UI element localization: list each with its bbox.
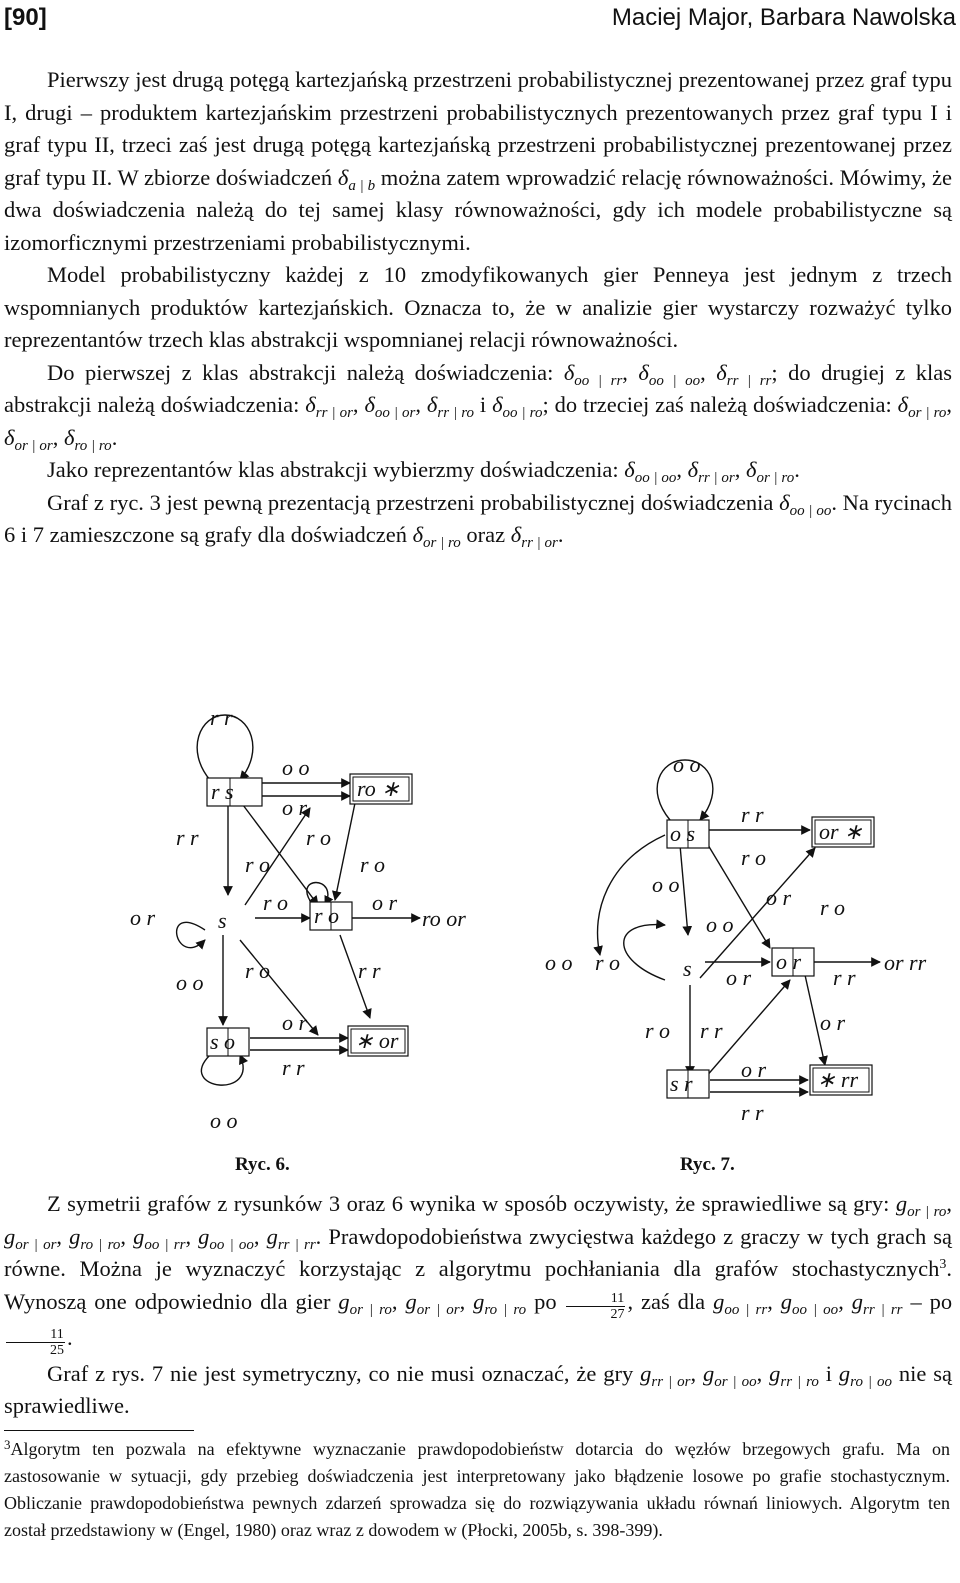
fraction-11-27: $\frac{11}{27}$ (566, 1291, 625, 1322)
svg-text:o o: o o (652, 872, 680, 897)
node-ro (310, 902, 352, 930)
svg-text:o o: o o (282, 755, 310, 780)
svg-text:r r: r r (741, 1100, 764, 1125)
svg-text:or ∗: or ∗ (819, 819, 863, 844)
running-authors: Maciej Major, Barbara Nawolska (611, 4, 956, 31)
svg-text:o r: o r (776, 949, 802, 974)
node-or (772, 948, 814, 976)
svg-text:r r: r r (210, 705, 233, 730)
terminal-or-star (812, 817, 874, 847)
footnote-mark: 3 (4, 1437, 11, 1452)
footnote-text: Algorytm ten pozwala na efektywne wyznaczanie prawdopodobieństw dotarcia do węzłów brzegowych grafu. Ma on zastosowanie w sytuacji, gdy przebieg doświadczenia jest interpretowany jako błądzenie losowe po grafie stochastycznym. Obliczanie prawdopodobieństwa pewnych zdarzeń sprowadza się do rozwiązywania układu równań liniowych. Algorytm ten został przedstawiony w (Engel, 1980) oraz wraz z dowodem w (Płocki, 2005b, s. 398-399). (4, 1439, 950, 1540)
paragraph-2: Model probabilistyczny każdej z 10 zmodyfikowanych gier Penneya jest jednym z trzech wspomnianych produktów kartezjańskich. Oznacza to, że w analizie gier wystarczy rozważyć tylko reprezentantów trzech klas abstrakcji wspomnianej relacji równoważności. (4, 262, 952, 352)
footnote (4, 1436, 950, 1544)
terminal-star-rr (810, 1065, 872, 1095)
svg-text:o r: o r (726, 965, 752, 990)
paragraph-1: Pierwszy jest drugą potęgą kartezjańską przestrzeni probabilistycznej prezentowanej przez graf typu I, drugi – produktem kartezjańskim przestrzeni probabilistycznych prezentowanych przez graf typu I i graf typu II, trzeci zaś jest drugą potęgą kartezjańską przestrzeni probabilistycznej prezentowanej przez graf typu II. W zbiorze doświadczeń $\delta_{a | b}$ można zatem wprowadzić relację równoważności. Mówimy, że dwa doświadczenia należą do tej samej klasy równoważności, gdy ich modele probabilistyczne są izomorficznymi przestrzeniami probabilistycznymi. (4, 67, 952, 255)
terminal-star-or (348, 1026, 408, 1056)
svg-text:ro ∗: ro ∗ (357, 776, 400, 801)
svg-text:r o: r o (820, 895, 846, 920)
svg-text:o s: o s (670, 821, 696, 846)
node-s: s (218, 908, 227, 933)
paragraph-4: Jako reprezentantów klas abstrakcji wybierzmy doświadczenia: $\delta_{oo | oo}$, $\delta_{rr | or}$, $\delta_{or | ro}$. (47, 457, 800, 486)
node-sr (667, 1070, 709, 1098)
svg-text:o r: o r (372, 890, 398, 915)
svg-text:o o: o o (545, 950, 573, 975)
svg-text:r r: r r (741, 802, 764, 827)
svg-text:r r: r r (833, 965, 856, 990)
svg-text:r o: r o (245, 958, 271, 983)
text-upper (4, 64, 952, 552)
page-number: [90] (4, 4, 47, 31)
svg-text:o r: o r (766, 885, 792, 910)
svg-text:s r: s r (670, 1071, 693, 1096)
svg-text:r r: r r (176, 825, 199, 850)
paragraph-5: Graf z ryc. 3 jest pewną prezentacją przestrzeni probabilistycznej doświadczenia $\delta_{oo | oo}$. Na rycinach 6 i 7 zamieszczone są grafy dla doświadczeń $\delta_{or | ro}$ oraz $\delta_{rr | or}$. (4, 489, 953, 551)
svg-text:o o: o o (706, 912, 734, 937)
svg-text:r s: r s (211, 779, 234, 804)
svg-text:o o: o o (210, 1108, 238, 1133)
paragraph-7: Graf z rys. 7 nie jest symetryczny, co nie musi oznaczać, że gry $g_{rr | or}$, $g_{or | oo}$, $g_{rr | ro}$ i $g_{ro | oo}$ nie są sprawiedliwe. (4, 1360, 952, 1418)
svg-text:r r: r r (358, 958, 381, 983)
caption-fig-6: Ryc. 6. (235, 1154, 290, 1175)
svg-text:o o: o o (176, 970, 204, 995)
svg-text:o r: o r (820, 1010, 846, 1035)
svg-text:o r: o r (130, 905, 156, 930)
svg-text:o r: o r (282, 795, 308, 820)
svg-text:o r: o r (282, 1010, 308, 1035)
node-rs (207, 778, 262, 806)
svg-text:r o: r o (360, 852, 386, 877)
fraction-11-25: $\frac{11}{25}$ (6, 1327, 65, 1358)
paragraph-3: Do pierwszej z klas abstrakcji należą doświadczenia: $\delta_{oo | rr}$, $\delta_{oo | oo}$, $\delta_{rr | rr}$; do drugiej z klas abstrakcji należą doświadczenia: $\delta_{rr | or}$, $\delta_{oo | or}$, $\delta_{rr | ro}$ i $\delta_{oo | ro}$; do trzeciej zaś należą doświadczenia: $\delta_{or | ro}$, $\delta_{or | or}$, $\delta_{ro | ro}$. (4, 359, 952, 454)
svg-text:o r: o r (741, 1057, 767, 1082)
node-os (667, 820, 709, 848)
svg-text:∗ or: ∗ or (355, 1028, 399, 1053)
terminal-ro-or: ro or (422, 906, 466, 931)
svg-text:r o: r o (314, 903, 340, 928)
svg-text:r o: r o (263, 890, 289, 915)
svg-text:o o: o o (673, 752, 701, 777)
page-header (0, 0, 960, 40)
svg-text:r r: r r (700, 1018, 723, 1043)
caption-fig-7: Ryc. 7. (680, 1154, 735, 1175)
node-s-7: s (683, 956, 692, 981)
svg-text:r r: r r (282, 1055, 305, 1080)
node-so (207, 1028, 249, 1056)
svg-text:∗ rr: ∗ rr (817, 1067, 859, 1092)
svg-text:r o: r o (741, 845, 767, 870)
footnote-ref[interactable]: 3 (939, 1257, 947, 1272)
svg-text:r o: r o (306, 825, 332, 850)
figures (0, 700, 960, 1180)
svg-text:r o: r o (595, 950, 621, 975)
terminal-or-rr: or rr (884, 950, 927, 975)
terminal-ro-star (350, 774, 412, 804)
paragraph-6: Z symetrii grafów z rysunków 3 oraz 6 wynika w sposób oczywisty, że sprawiedliwe są gry: $g_{or | ro}$, $g_{or | or}$, $g_{ro | ro}$, $g_{oo | rr}$, $g_{oo | oo}$, $g_{rr | rr}$. Prawdopodobieństwa zwycięstwa każdego z graczy w tych grach są równe. Można je wyznaczyć korzystając z algorytmu pochłaniania dla grafów stochastycznych$^3$. Wynoszą one odpowiednio dla gier $g_{or | ro}$, $g_{or | or}$, $g_{ro | ro}$ po $\frac{11}{27}$ , zaś dla $g_{oo | rr}$, $g_{oo | oo}$, $g_{rr | rr}$ – po $\frac{11}{25}$ . (4, 1191, 953, 1358)
svg-text:r o: r o (245, 852, 271, 877)
svg-text:r o: r o (645, 1018, 671, 1043)
footnote-rule (4, 1430, 194, 1431)
svg-text:s o: s o (210, 1029, 236, 1054)
text-lower (4, 1188, 952, 1423)
